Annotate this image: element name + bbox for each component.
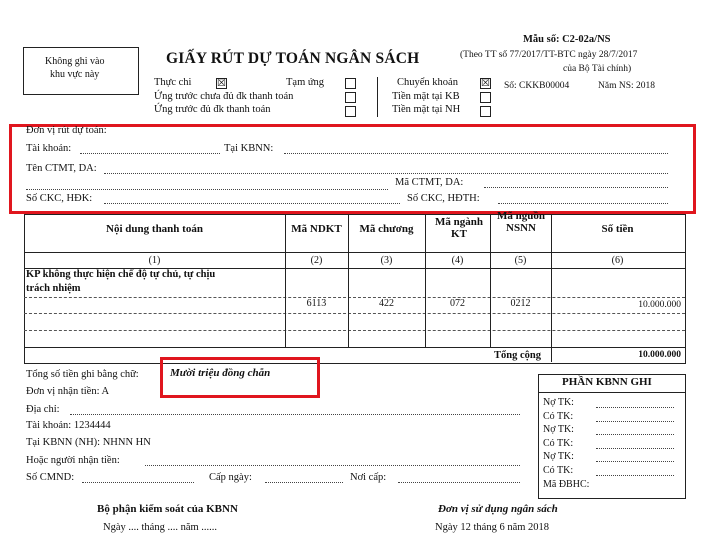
issue-date-label: Cấp ngày:	[209, 472, 252, 483]
payment-table	[24, 214, 686, 364]
payee-unit: Đơn vị nhận tiền: A	[26, 386, 110, 397]
unit-info-highlight	[9, 124, 696, 214]
no-write-line2: khu vực này	[50, 69, 100, 80]
index-3: (3)	[380, 255, 393, 266]
payee-address-dots[interactable]	[70, 414, 520, 415]
header-ma-ndkt: Mã NDKT	[291, 223, 342, 235]
left-signature-date: Ngày .... tháng .... năm ......	[103, 522, 218, 533]
content-line2: trách nhiệm	[26, 283, 81, 294]
total-amount: 10.000.000	[638, 350, 681, 360]
budget-year: Năm NS: 2018	[598, 81, 655, 91]
kbnn-row-dots[interactable]	[596, 421, 674, 422]
regulation-line1: (Theo TT số 77/2017/TT-BTC ngày 28/7/2017	[460, 50, 638, 60]
field-ten-ctmt: Tên CTMT, DA:	[26, 163, 97, 174]
kbnn-row-dots[interactable]	[596, 434, 674, 435]
regulation-line2: của Bộ Tài chính)	[563, 64, 632, 74]
payee-person-label: Hoặc người nhận tiền:	[26, 455, 120, 466]
field-so-ckc-hdk: Số CKC, HĐK:	[26, 193, 93, 204]
kbnn-row-dots[interactable]	[596, 448, 674, 449]
kbnn-row-label: Nợ TK:	[543, 397, 574, 408]
ma-ctmt-dots[interactable]	[484, 187, 668, 188]
kbnn-row-label: Có TK:	[543, 437, 574, 449]
opt-tien-mat-kb-checkbox[interactable]	[480, 92, 491, 103]
opt-thuc-chi-label: Thực chi	[154, 77, 192, 88]
row-nguon: 0212	[510, 298, 531, 309]
kbnn-row-label: Nợ TK:	[543, 451, 574, 463]
header-so-tien: Số tiền	[601, 223, 634, 235]
opt-tien-mat-nh-label: Tiền mặt tại NH	[392, 104, 461, 115]
ten-ctmt-dots-2[interactable]	[26, 189, 388, 190]
index-5: (5)	[514, 255, 527, 266]
header-ma-chuong: Mã chương	[359, 223, 414, 235]
opt-ung-truoc-chua-checkbox[interactable]	[345, 92, 356, 103]
ten-ctmt-dots[interactable]	[104, 173, 668, 174]
opt-tien-mat-nh-checkbox[interactable]	[480, 106, 491, 117]
issue-date-dots[interactable]	[265, 482, 343, 483]
kbnn-row-dots[interactable]	[596, 475, 674, 476]
so-ckc-hdk-dots[interactable]	[104, 203, 400, 204]
id-number-dots[interactable]	[82, 482, 194, 483]
opt-ung-truoc-du-label: Ứng trước đủ đk thanh toán	[154, 104, 271, 115]
index-4: (4)	[451, 255, 464, 266]
voucher-number: Số: CKKB00004	[504, 81, 570, 91]
so-ckc-hdth-dots[interactable]	[498, 203, 668, 204]
kbnn-row-label: Có TK:	[543, 465, 574, 476]
opt-chuyen-khoan-label: Chuyển khoản	[397, 77, 458, 88]
field-tai-kbnn: Tại KBNN:	[224, 143, 274, 154]
payee-address-label: Địa chỉ:	[26, 404, 60, 415]
index-2: (2)	[310, 255, 323, 266]
left-signature-title: Bộ phận kiểm soát của KBNN	[97, 503, 238, 515]
kbnn-row-dots[interactable]	[596, 407, 674, 408]
payee-bank: Tại KBNN (NH): NHNN HN	[26, 437, 151, 448]
row-chuong: 422	[379, 298, 394, 309]
form-code: Mẫu số: C2-02a/NS	[523, 34, 611, 45]
options-divider	[377, 77, 378, 117]
opt-tam-ung-checkbox[interactable]	[345, 78, 356, 89]
amount-in-words-label: Tổng số tiền ghi bằng chữ:	[26, 369, 139, 380]
header-noi-dung: Nội dung thanh toán	[106, 223, 203, 235]
field-so-ckc-hdth: Số CKC, HĐTH:	[407, 193, 480, 204]
opt-thuc-chi-checkbox[interactable]: ☒	[217, 78, 226, 89]
header-ma-nguon: Mã nguồn NSNN	[497, 210, 545, 234]
field-ma-ctmt: Mã CTMT, DA:	[395, 177, 464, 188]
kbnn-row-label: Có TK:	[543, 410, 574, 422]
opt-tien-mat-kb-label: Tiền mặt tại KB	[392, 91, 460, 102]
opt-chuyen-khoan-checkbox[interactable]: ☒	[481, 78, 490, 89]
tai-kbnn-dots[interactable]	[284, 153, 668, 154]
right-signature-title: Đơn vị sử dụng ngân sách	[438, 503, 558, 515]
field-tai-khoan: Tài khoản:	[26, 143, 72, 154]
field-don-vi-rut: Đơn vị rút dự toán:	[26, 125, 107, 136]
opt-ung-truoc-du-checkbox[interactable]	[345, 106, 356, 117]
kbnn-row-label: Nợ TK:	[543, 424, 574, 436]
no-write-line1: Không ghi vào	[45, 56, 105, 67]
payee-account: Tài khoản: 1234444	[26, 420, 111, 431]
total-label: Tổng cộng	[494, 350, 541, 361]
row-nganh: 072	[450, 298, 465, 309]
tai-khoan-dots[interactable]	[80, 153, 220, 154]
opt-ung-truoc-chua-label: Ứng trước chưa đủ đk thanh toán	[154, 91, 294, 102]
opt-tam-ung-label: Tạm ứng	[286, 77, 325, 88]
kbnn-row-label: Mã ĐBHC:	[543, 478, 590, 490]
page-title: GIẤY RÚT DỰ TOÁN NGÂN SÁCH	[166, 50, 420, 67]
payee-person-dots[interactable]	[145, 465, 520, 466]
id-number-label: Số CMND:	[26, 472, 75, 483]
issue-place-label: Nơi cấp:	[350, 472, 387, 483]
kbnn-row-dots[interactable]	[596, 461, 674, 462]
amount-in-words-value: Mười triệu đồng chẵn	[170, 367, 271, 379]
index-1: (1)	[148, 255, 161, 266]
right-signature-date: Ngày 12 tháng 6 năm 2018	[435, 522, 550, 533]
row-amount: 10.000.000	[638, 300, 681, 310]
index-6: (6)	[611, 255, 624, 266]
header-ma-nganh: Mã ngành KT	[435, 216, 483, 240]
kbnn-box-title: PHẦN KBNN GHI	[562, 376, 652, 388]
content-line1: KP không thực hiện chế độ tự chủ, tự chịu	[26, 269, 216, 280]
issue-place-dots[interactable]	[398, 482, 520, 483]
row-ndkt: 6113	[306, 298, 327, 309]
